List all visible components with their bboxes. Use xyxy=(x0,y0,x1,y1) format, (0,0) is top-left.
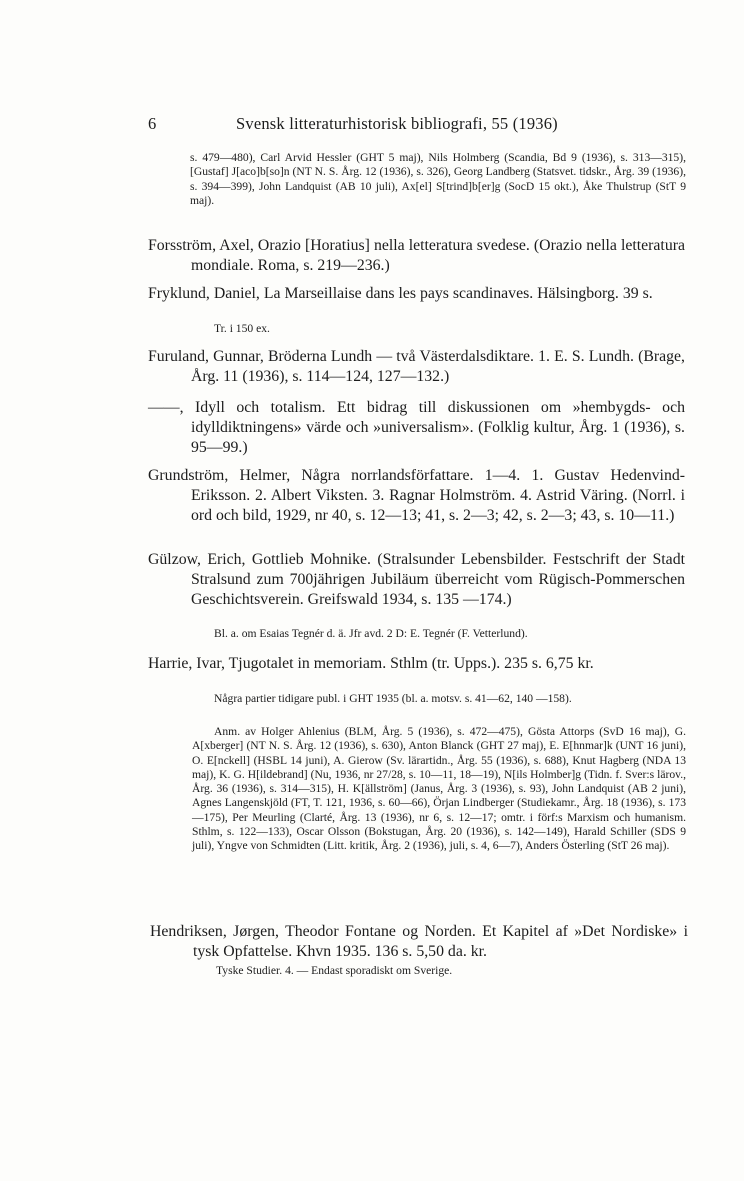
page-header xyxy=(148,114,668,136)
entry-note: Tr. i 150 ex. xyxy=(214,322,270,335)
entry-forsstrom: Forsström, Axel, Orazio [Horatius] nella letteratura svedese. (Orazio nella letteratura mondiale. Roma, s. 219—236.) xyxy=(148,237,685,274)
entry-grundstrom: Grundström, Helmer, Några norrlandsförfattare. 1—4. 1. Gustav Hedenvind-Eriksson. 2. Albert Viksten. 3. Ragnar Holmström. 4. Astrid Väring. (Norrl. i ord och bild, 1929, nr 40, s. 12—13; 41, s. 2—3; 42, s. 2—3; 43, s. 10—11.) xyxy=(148,467,685,524)
entry-note: Några partier tidigare publ. i GHT 1935 (bl. a. motsv. s. 41—62, 140 —158). xyxy=(214,692,572,705)
entry-furuland: Furuland, Gunnar, Bröderna Lundh — två Västerdalsdiktare. 1. E. S. Lundh. (Brage, Årg. 11 (1936), s. 114—124, 127—132.) xyxy=(148,348,685,385)
entry-gulzow: Gülzow, Erich, Gottlieb Mohnike. (Stralsunder Lebensbilder. Festschrift der Stadt Stralsund zum 700jährigen Jubiläum überreicht vom Rügisch-Pommerschen Geschichtsverein. Greifswald 1934, s. 135 —174.) xyxy=(148,551,685,608)
entry-furuland-2: ——, Idyll och totalism. Ett bidrag till diskussionen om »hembygds- och idylldiktningens» värde och »universalism». (Folklig kultur, Årg. 1 (1936), s. 95—99.) xyxy=(148,399,685,456)
continuation-note: s. 479—480), Carl Arvid Hessler (GHT 5 maj), Nils Holmberg (Scandia, Bd 9 (1936), s. 313—315), [Gustaf] J[aco]b[so]n (NT N. S. Årg. 12 (1936), s. 326), Georg Landberg (Statsvet. tidskr., Årg. 39 (1936), s. 394—399), John Landquist (AB 10 juli), Ax[el] S[trind]b[er]g (SocD 15 okt.), Åke Thulstrup (StT 9 maj). xyxy=(190,151,686,207)
entry-fryklund: Fryklund, Daniel, La Marseillaise dans les pays scandinaves. Hälsingborg. 39 s. xyxy=(148,285,653,302)
page-number: 6 xyxy=(148,114,157,133)
entry-note: Bl. a. om Esaias Tegnér d. ä. Jfr avd. 2 D: E. Tegnér (F. Vetterlund). xyxy=(214,627,528,640)
entry-hendriksen: Hendriksen, Jørgen, Theodor Fontane og Norden. Et Kapitel af »Det Nordiske» i tysk Opfattelse. Khvn 1935. 136 s. 5,50 da. kr. xyxy=(150,923,688,960)
entry-note: Tyske Studier. 4. — Endast sporadiskt om Sverige. xyxy=(216,964,453,977)
running-title: Svensk litteraturhistorisk bibliografi, 55 (1936) xyxy=(236,114,558,133)
entry-harrie: Harrie, Ivar, Tjugotalet in memoriam. Sthlm (tr. Upps.). 235 s. 6,75 kr. xyxy=(148,655,594,672)
review-list: Anm. av Holger Ahlenius (BLM, Årg. 5 (1936), s. 472—475), Gösta Attorps (SvD 16 maj), G. A[xberger] (NT N. S. Årg. 12 (1936), s. 630), Anton Blanck (GHT 27 maj), E. E[hnmar]k (UNT 16 juni), O. E[nckell] (HSBL 14 juni), A. Gierow (Sv. lärartidn., Årg. 55 (1936), s. 688), Knut Hagberg (NDA 13 maj), K. G. H[ildebrand] (Nu, 1936, nr 27/28, s. 10—11, 18—19), N[ils Holmber]g (Tidn. f. Sver:s lärov., Årg. 36 (1936), s. 314—315), H. K[ällström] (Janus, Årg. 3 (1936), s. 93), John Landquist (AB 2 juni), Agnes Langenskjöld (FT, T. 121, 1936, s. 60—66), Örjan Lindberger (Studiekamr., Årg. 18 (1936), s. 173—175), Per Meurling (Clarté, Årg. 13 (1936), nr 6, s. 12—17; omtr. i förf:s Marxism och humanism. Sthlm, s. 122—133), Oscar Olsson (Bokstugan, Årg. 20 (1936), s. 142—149), Harald Schiller (SDS 9 juli), Yngve von Schmidten (Litt. kritik, Årg. 2 (1936), juli, s. 4, 6—7), Anders Österling (StT 26 maj). xyxy=(192,725,686,853)
